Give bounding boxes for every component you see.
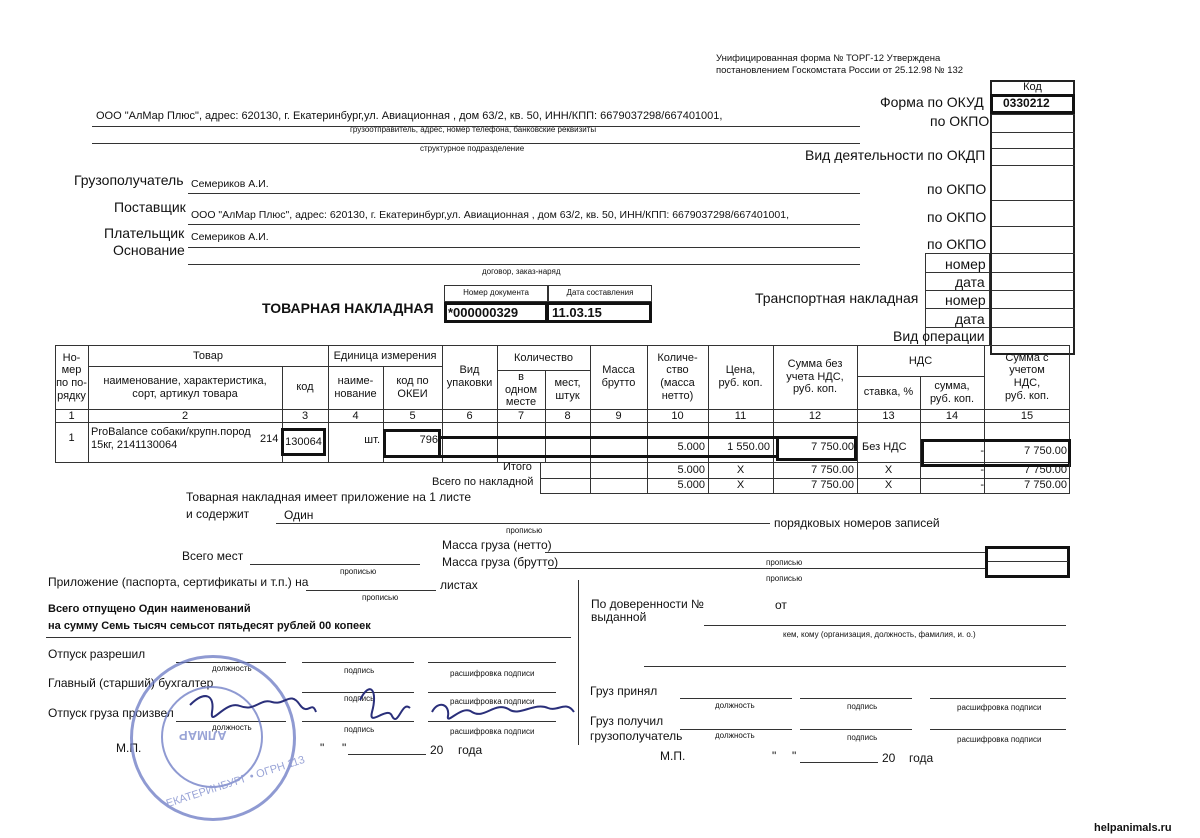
cargo-accepted-dolzhnost: должность	[715, 701, 755, 710]
payer-value: Семериков А.И.	[191, 231, 269, 243]
appendix-text: Товарная накладная имеет приложение на 1 листе	[186, 490, 471, 504]
col-goods-name-header: наименование, характеристика, сорт, артикул товара	[103, 374, 267, 400]
row-goods-name-extra: 214	[260, 433, 279, 445]
basis-caption: договор, заказ-наряд	[482, 267, 561, 276]
col-num-header: Но- мер по по- рядку	[56, 351, 87, 402]
doc-date: 11.03.15	[552, 305, 602, 320]
col-unit-name-header: наиме- нование	[334, 374, 377, 400]
dept-caption: структурное подразделение	[420, 144, 525, 153]
colnum-3: 3	[301, 409, 309, 422]
col-price-header: Цена, руб. коп.	[718, 364, 763, 389]
consignee-value: Семериков А.И.	[191, 178, 269, 190]
colnum-12: 12	[808, 409, 822, 422]
col-goods-code-header: код	[296, 381, 314, 394]
shipper-value: ООО "АлМар Плюс", адрес: 620130, г. Екатеринбург,ул. Авиационная , дом 63/2, кв. 50, ИНН/КПП: 6679037298/667401001,	[96, 110, 723, 122]
okud-label: Форма по ОКУД	[880, 94, 984, 110]
whom-caption: кем, кому (организация, должность, фамилия, и. о.)	[783, 630, 976, 639]
cargo-accepted-label: Груз принял	[590, 684, 658, 698]
ot-label: от	[775, 598, 787, 612]
sheets-label: листах	[440, 578, 478, 592]
colnum-5: 5	[409, 409, 416, 422]
row-okei: 796	[419, 434, 438, 446]
vsego-sum: 7 750.00	[811, 479, 854, 491]
itogo-vat-sum: -	[980, 464, 984, 476]
doc-date-caption: Дата составления	[566, 288, 634, 297]
colnum-13: 13	[882, 409, 895, 422]
colnum-1: 1	[68, 409, 75, 422]
transport-label: Транспортная накладная	[755, 290, 919, 306]
okpo-payer-label: по ОКПО	[927, 236, 987, 252]
basis-date-label: дата	[955, 274, 985, 290]
propisyu-caption-5: прописью	[362, 593, 399, 602]
issued-label: выданной	[591, 610, 647, 624]
row-goods-name: ProBalance собаки/крупн.пород 15кг, 2141130064	[91, 426, 251, 451]
shipper-caption: грузоотправитель, адрес, номер телефона, банковские реквизиты	[350, 125, 597, 134]
released-line-2: на сумму Семь тысяч семьсот пятьдесят рублей 00 копеек	[48, 620, 371, 632]
colnum-2: 2	[181, 409, 189, 422]
colnum-11: 11	[734, 409, 747, 422]
released-by-label: Отпуск груза произвел	[48, 706, 174, 720]
release-allowed-dolzhnost: должность	[212, 664, 252, 673]
colnum-7: 7	[517, 409, 525, 422]
colnum-8: 8	[564, 409, 571, 422]
colnum-4: 4	[352, 409, 359, 422]
stamp-text: ЕКАТЕРИНБУРГ • ОГРН 113	[164, 753, 307, 811]
stamp-center: АЛМАР	[179, 728, 227, 743]
mp-left: М.П.	[116, 741, 142, 755]
codes-column	[990, 80, 1075, 355]
vsego-vat-rate: X	[884, 479, 893, 492]
vsego-vat-sum: -	[980, 479, 984, 491]
watermark: helpanimals.ru	[1094, 822, 1172, 834]
payer-label: Плательщик	[104, 225, 185, 241]
colnum-14: 14	[945, 409, 959, 422]
chief-accountant-label: Главный (старший) бухгалтер	[48, 676, 214, 690]
approved-by-text: постановлением Госкомстата России от 25.12.98 № 132	[716, 65, 964, 76]
consignee-label: Грузополучатель	[74, 172, 184, 188]
propisyu-caption-1: прописью	[506, 526, 543, 535]
year-prefix-left: 20	[430, 743, 444, 757]
quote-left-2: "	[342, 741, 347, 755]
col-qty-place-header: в одном месте	[504, 371, 538, 409]
basis-label: Основание	[113, 242, 185, 258]
row-vat-sum: -	[980, 445, 984, 457]
cargo-accepted-podpis: подпись	[847, 702, 878, 711]
row-total: 7 750.00	[1024, 445, 1067, 457]
doc-number: *000000329	[448, 305, 519, 320]
row-count: 5.000	[677, 441, 705, 453]
col-vat-sum-header: сумма, руб. коп.	[929, 379, 975, 405]
cargo-accepted-rasshifrovka: расшифровка подписи	[957, 703, 1042, 712]
cargo-received-label-1: Груз получил	[590, 714, 664, 728]
colnum-15: 15	[1020, 409, 1034, 422]
contains-label: и содержит	[186, 507, 250, 521]
year-left: года	[458, 743, 483, 757]
colnum-10: 10	[671, 409, 684, 422]
row-goods-code: 130064	[285, 435, 322, 448]
total-places-label: Всего мест	[182, 549, 244, 563]
supplier-label: Поставщик	[114, 199, 186, 215]
okud-value: 0330212	[1003, 96, 1050, 110]
attachment-label: Приложение (паспорта, сертификаты и т.п.) на	[48, 575, 309, 589]
row-price: 1 550.00	[727, 441, 770, 453]
chief-accountant-rasshifrovka: расшифровка подписи	[450, 697, 535, 706]
year-prefix-right: 20	[882, 751, 896, 765]
col-qty-pieces-header: мест, штук	[554, 377, 581, 402]
document-title: ТОВАРНАЯ НАКЛАДНАЯ	[262, 300, 434, 316]
col-pack-header: Вид упаковки	[446, 364, 493, 389]
row-sum: 7 750.00	[811, 441, 854, 453]
row-number: 1	[68, 431, 75, 444]
mass-gross-label: Масса груза (брутто)	[442, 555, 559, 569]
transport-number-label: номер	[945, 292, 986, 308]
itogo-vat-rate: X	[884, 464, 893, 477]
release-allowed-rasshifrovka: расшифровка подписи	[450, 669, 535, 678]
vsego-count: 5.000	[677, 479, 705, 491]
col-goods-header: Товар	[193, 349, 223, 362]
col-gross-header: Масса брутто	[601, 364, 636, 389]
itogo-sum: 7 750.00	[811, 464, 854, 476]
col-total-header: Сумма с учетом НДС, руб. коп.	[1004, 351, 1050, 402]
released-by-podpis: подпись	[344, 725, 375, 734]
released-by-dolzhnost: должность	[212, 723, 252, 732]
records-label: порядковых номеров записей	[774, 516, 940, 530]
year-right: года	[909, 751, 934, 765]
mass-net-label: Масса груза (нетто)	[442, 538, 552, 552]
kod-label: Код	[1023, 81, 1042, 93]
col-unit-header: Единица измерения	[333, 349, 437, 362]
itogo-count: 5.000	[677, 464, 705, 476]
company-stamp	[130, 655, 307, 821]
itogo-total: 7 750.00	[1024, 464, 1067, 476]
released-by-rasshifrovka: расшифровка подписи	[450, 727, 535, 736]
col-vat-header: НДС	[908, 354, 933, 367]
okpo-consignee-label: по ОКПО	[927, 181, 987, 197]
mass-box	[985, 546, 1070, 578]
chief-accountant-podpis: подпись	[344, 694, 375, 703]
release-allowed-label: Отпуск разрешил	[48, 647, 146, 661]
transport-date-label: дата	[955, 311, 985, 327]
vsego-price: X	[736, 479, 745, 492]
quote-right-1: "	[772, 749, 777, 763]
operation-label: Вид операции	[893, 328, 985, 344]
released-line-1: Всего отпущено Один наименований	[48, 603, 251, 615]
contains-value: Один	[284, 508, 314, 522]
col-unit-okei-header: код по ОКЕИ	[396, 374, 429, 400]
row-unit-name: шт.	[364, 434, 380, 446]
doc-number-caption: Номер документа	[463, 288, 529, 297]
okpo-supplier-label: по ОКПО	[927, 209, 987, 225]
unified-form-text: Унифицированная форма № ТОРГ-12 Утверждена	[716, 53, 941, 64]
propisyu-caption-3: прописью	[766, 574, 803, 583]
colnum-9: 9	[615, 409, 622, 422]
mp-right: М.П.	[660, 749, 686, 763]
col-count-header: Количе- ство (масса нетто)	[657, 351, 698, 402]
row-vat-rate: Без НДС	[862, 441, 907, 453]
basis-number-label: номер	[945, 256, 986, 272]
cargo-received-rasshifrovka: расшифровка подписи	[957, 735, 1042, 744]
vsego-label: Всего по накладной	[432, 476, 534, 488]
okdp-label: Вид деятельности по ОКДП	[805, 147, 986, 163]
release-allowed-podpis: подпись	[344, 666, 375, 675]
okpo-label: по ОКПО	[930, 113, 990, 129]
quote-right-2: "	[792, 749, 797, 763]
supplier-value: ООО "АлМар Плюс", адрес: 620130, г. Екатеринбург,ул. Авиационная , дом 63/2, кв. 50, ИНН/КПП: 6679037298/667401001,	[191, 209, 789, 221]
cargo-received-podpis: подпись	[847, 733, 878, 742]
itogo-label: Итого	[503, 461, 532, 473]
cargo-received-dolzhnost: должность	[715, 731, 755, 740]
propisyu-caption-4: прописью	[340, 567, 377, 576]
colnum-6: 6	[466, 409, 473, 422]
col-vat-rate-header: ставка, %	[863, 386, 914, 399]
vsego-total: 7 750.00	[1024, 479, 1067, 491]
col-sum-header: Сумма без учета НДС, руб. коп.	[786, 358, 844, 396]
col-qty-header: Количество	[513, 351, 574, 364]
cargo-received-label-2: грузополучатель	[590, 729, 683, 743]
quote-left-1: "	[320, 741, 325, 755]
propisyu-caption-2: прописью	[766, 558, 803, 567]
itogo-price: X	[736, 464, 745, 477]
power-of-attorney-label: По доверенности №	[591, 597, 704, 611]
